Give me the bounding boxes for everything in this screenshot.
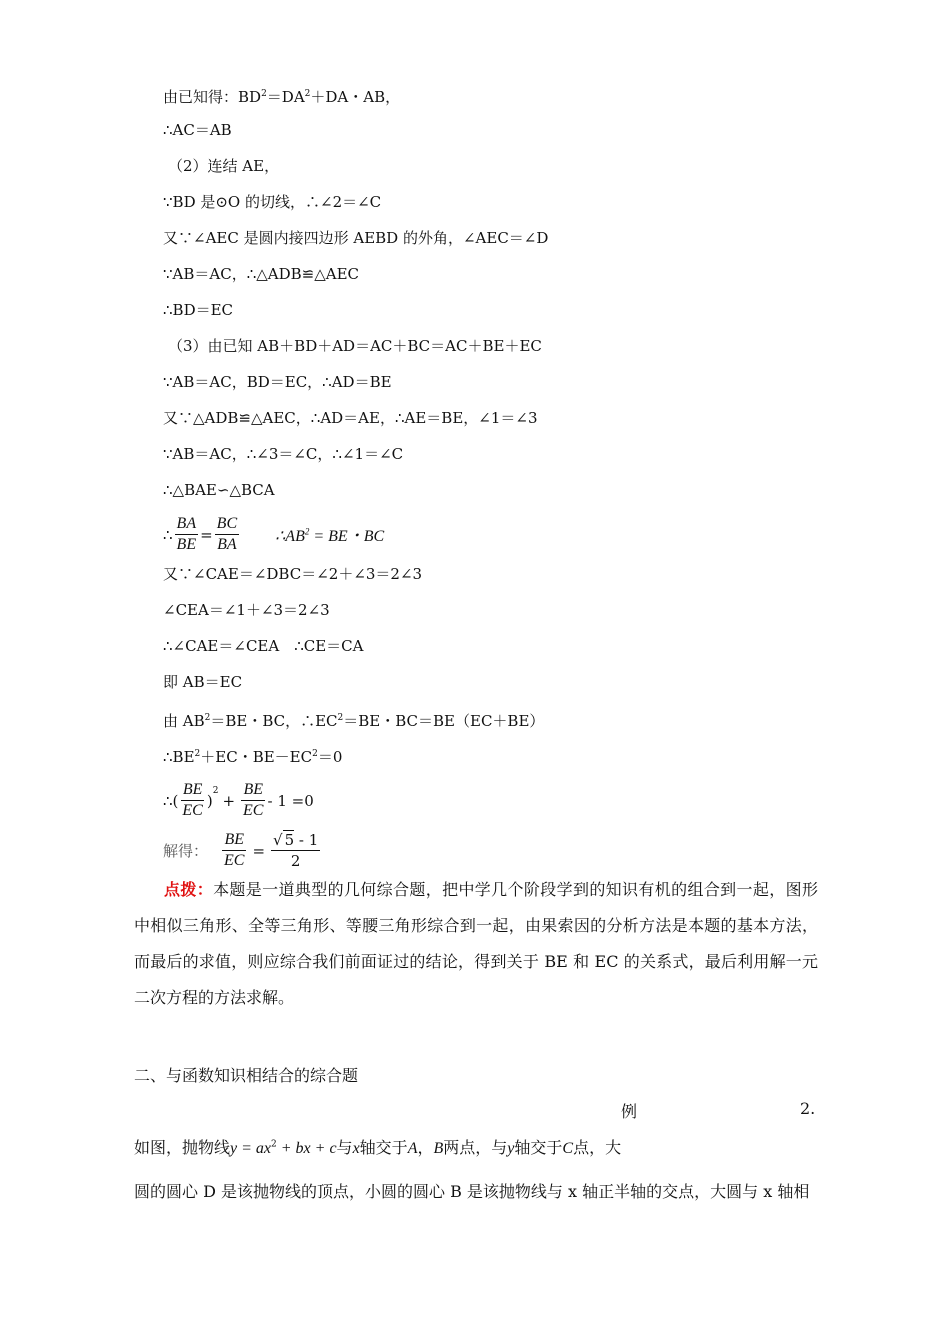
ratio-equation [163,514,384,555]
fraction [215,514,239,555]
proof-line: （3）由已知 AB＋BD＋AD＝AC＋BC＝AC＋BE＋EC [168,337,542,355]
proof-line: ∠CEA＝∠1＋∠3＝2∠3 [163,601,330,619]
tip-paragraph [134,872,818,1016]
denominator: BA [217,536,237,553]
text: ∴AB [275,528,305,545]
proof-line [163,84,400,107]
superscript: 2 [261,89,267,99]
quadratic-equation [163,780,314,821]
text: ， [417,1138,434,1157]
text: ＋DA・AB， [310,88,401,106]
fraction [241,780,265,821]
proof-line [163,708,544,731]
proof-line: （2）连结 AE， [168,157,280,175]
text: ＋EC・BE－EC [200,748,313,766]
proof-line: 又∵∠CAE＝∠DBC＝∠2＋∠3＝2∠3 [163,565,423,583]
proof-line: ∴BD＝EC [163,301,234,319]
superscript: 2 [312,749,318,759]
section-heading: 二、与函数知识相结合的综合题 [134,1066,359,1085]
proof-line: ∵BD 是⊙O 的切线，∴∠2＝∠C [163,193,382,211]
formula: + bx + c [276,1140,337,1157]
therefore-symbol: ∴ [163,525,173,544]
proof-line: ∴∠CAE＝∠CEA ∴CE＝CA [163,637,364,655]
proof-line: ∵AB＝AC，BD＝EC，∴AD＝BE [163,373,392,391]
text: 如图，抛物线 [134,1138,231,1157]
text: 两点，与 [443,1138,508,1157]
variable: A [407,1140,418,1157]
text: 与 [336,1138,353,1157]
variable: B [433,1140,444,1157]
proof-line: ∵AB＝AC，∴△ADB≌△AEC [163,265,360,283]
radicand: 5 [284,831,295,849]
fraction [222,830,246,871]
equals-sign: = [252,841,266,860]
text: - 1 [294,831,319,849]
tip-label: 点拨： [164,880,214,899]
proof-line: 又∵△ADB≌△AEC，∴AD＝AE，∴AE＝BE，∠1＝∠3 [163,409,538,427]
fraction [271,830,320,871]
plus-sign: + [222,791,236,810]
numerator: BE [241,780,265,801]
variable: C [562,1140,574,1157]
proof-line: ∴△BAE∽△BCA [163,481,275,499]
denominator: EC [224,852,245,869]
text: ∴BE [163,748,195,766]
text: ∴( [163,791,179,810]
text: 由 AB [163,712,205,730]
text: ＝0 [317,748,343,766]
denominator: EC [243,802,264,819]
tip-text: 本题是一道典型的几何综合题，把中学几个阶段学到的知识有机的组合到一起，图形中相似三角形、全等三角形、等腰三角形综合到一起，由果索因的分析方法是本题的基本方法，而最后的求值，则应综合我们前面证过的结论，得到关于 BE 和 EC 的关系式，最后利用解一元二次方程的方法求解。 [134,880,818,1007]
proof-line: 即 AB＝EC [163,673,243,691]
proof-line: 又∵∠AEC 是圆内接四边形 AEBD 的外角，∠AEC＝∠D [163,229,549,247]
superscript: 2 [194,749,201,759]
solution-equation [163,830,322,871]
superscript: 2 [304,526,310,537]
text: ＝BE・BC，∴EC [210,712,338,730]
numerator: √ 5 - 1 [273,831,319,849]
text: - 1 =0 [267,791,314,810]
example-label: 例 [621,1102,638,1121]
example-number: 2. [800,1099,816,1118]
problem-line [134,1135,621,1158]
superscript: 2 [337,713,344,723]
proof-line: ∵AB＝AC，∴∠3＝∠C，∴∠1＝∠C [163,445,404,463]
equals-sign: = [200,525,213,544]
text: ＝BE・BC＝BE（EC＋BE） [343,712,545,730]
proof-line: ∴AC＝AB [163,121,232,139]
proof-line [163,744,342,767]
superscript: 2 [271,1139,277,1150]
text: ) [206,791,213,810]
superscript: 2 [204,713,211,723]
variable: y [507,1140,515,1157]
text: 由已知得：BD [163,88,262,106]
numerator: BE [181,780,205,801]
numerator: BA [175,514,199,535]
formula: y = ax [230,1140,272,1157]
problem-line: 圆的圆心 D 是该抛物线的顶点，小圆的圆心 B 是该抛物线与 x 轴正半轴的交点，大圆与 x 轴相 [134,1182,810,1201]
superscript: 2 [304,89,311,99]
solve-label: 解得： [163,842,209,860]
denominator: 2 [290,852,301,870]
result-expression [275,523,384,546]
text: ＝DA [266,88,305,106]
denominator: EC [182,802,203,819]
text: 点，大 [573,1138,622,1157]
variable: x [352,1140,360,1157]
text: = BE・BC [309,528,385,545]
numerator: BC [215,514,239,535]
fraction [180,780,204,821]
denominator: BE [176,536,197,553]
text: 轴交于 [359,1138,408,1157]
numerator: BE [222,830,246,851]
text: 轴交于 [514,1138,563,1157]
fraction [175,514,199,555]
superscript: 2 [212,786,219,796]
